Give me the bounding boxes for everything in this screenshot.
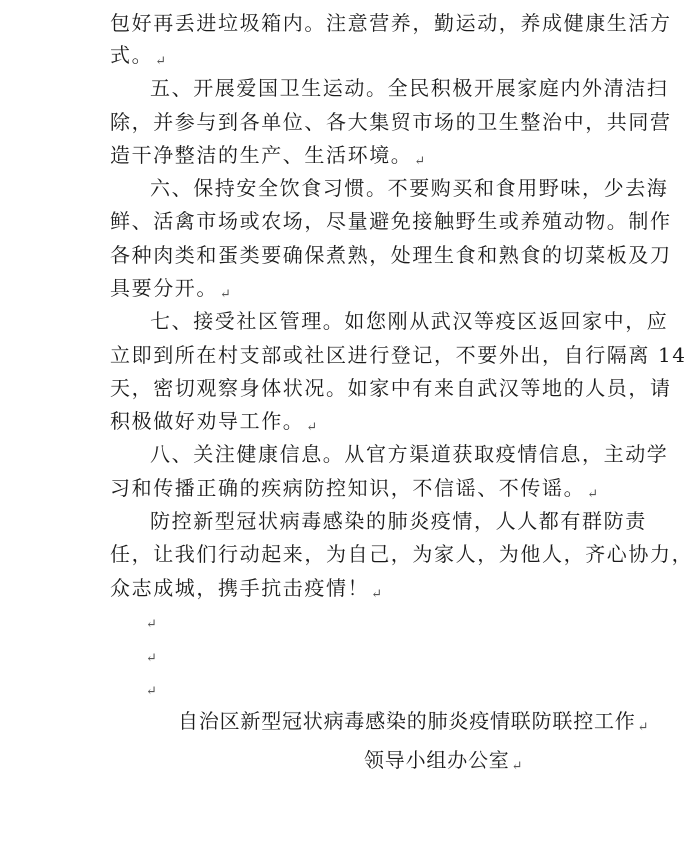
signature-organization: 自治区新型冠状病毒感染的肺炎疫情联防联控工作 ↵ — [178, 709, 649, 735]
signature-office: 领导小组办公室 ↵ — [364, 748, 523, 774]
paragraph-mark-icon: ↵ — [146, 617, 157, 632]
text-line: 任，让我们行动起来，为自己，为家人，为他人，齐心协力， — [110, 542, 694, 566]
text-line: 七、接受社区管理。如您刚从武汉等疫区返回家中，应 — [150, 309, 669, 333]
paragraph-mark-icon: ↵ — [637, 720, 649, 735]
text-line: 五、开展爱国卫生运动。全民积极开展家庭内外清洁扫 — [150, 76, 669, 100]
text-line: 防控新型冠状病毒感染的肺炎疫情，人人都有群防责 — [150, 509, 647, 533]
text-line: 六、保持安全饮食习惯。不要购买和食用野味，少去海 — [150, 176, 669, 200]
paragraph-mark-icon: ↵ — [146, 651, 157, 666]
text-line: 天，密切观察身体状况。如家中有来自武汉等地的人员，请 — [110, 376, 672, 400]
paragraph-mark-icon: ↵ — [511, 759, 523, 774]
paragraph-mark-icon: ↵ — [414, 154, 426, 169]
text-line: 众志成城，携手抗击疫情！ ↵ — [110, 576, 383, 602]
text-line: 式。 ↵ — [110, 43, 167, 69]
text-line: 各种肉类和蛋类要确保煮熟，处理生食和熟食的切菜板及刀 — [110, 243, 672, 267]
text-line: 具要分开。 ↵ — [110, 276, 231, 302]
text-line: 习和传播正确的疾病防控知识，不信谣、不传谣。 ↵ — [110, 476, 599, 502]
paragraph-mark-icon: ↵ — [155, 54, 167, 69]
paragraph-mark-icon: ↵ — [371, 587, 383, 602]
text-line: 立即到所在村支部或社区进行登记，不要外出，自行隔离 14 — [110, 343, 687, 367]
text-line: 八、关注健康信息。从官方渠道获取疫情信息，主动学 — [150, 442, 669, 466]
text-line: 造干净整洁的生产、生活环境。 ↵ — [110, 143, 426, 169]
text-line: 除，并参与到各单位、各大集贸市场的卫生整治中，共同营 — [110, 110, 672, 134]
paragraph-mark-icon: ↵ — [146, 684, 157, 699]
paragraph-mark-icon: ↵ — [306, 420, 318, 435]
text-line: 鲜、活禽市场或农场，尽量避免接触野生或养殖动物。制作 — [110, 209, 672, 233]
paragraph-mark-icon: ↵ — [220, 287, 231, 302]
paragraph-mark-icon: ↵ — [587, 487, 599, 502]
text-line: 包好再丢进垃圾箱内。注意营养，勤运动，养成健康生活方 — [110, 11, 672, 35]
text-line: 积极做好劝导工作。 ↵ — [110, 409, 318, 435]
